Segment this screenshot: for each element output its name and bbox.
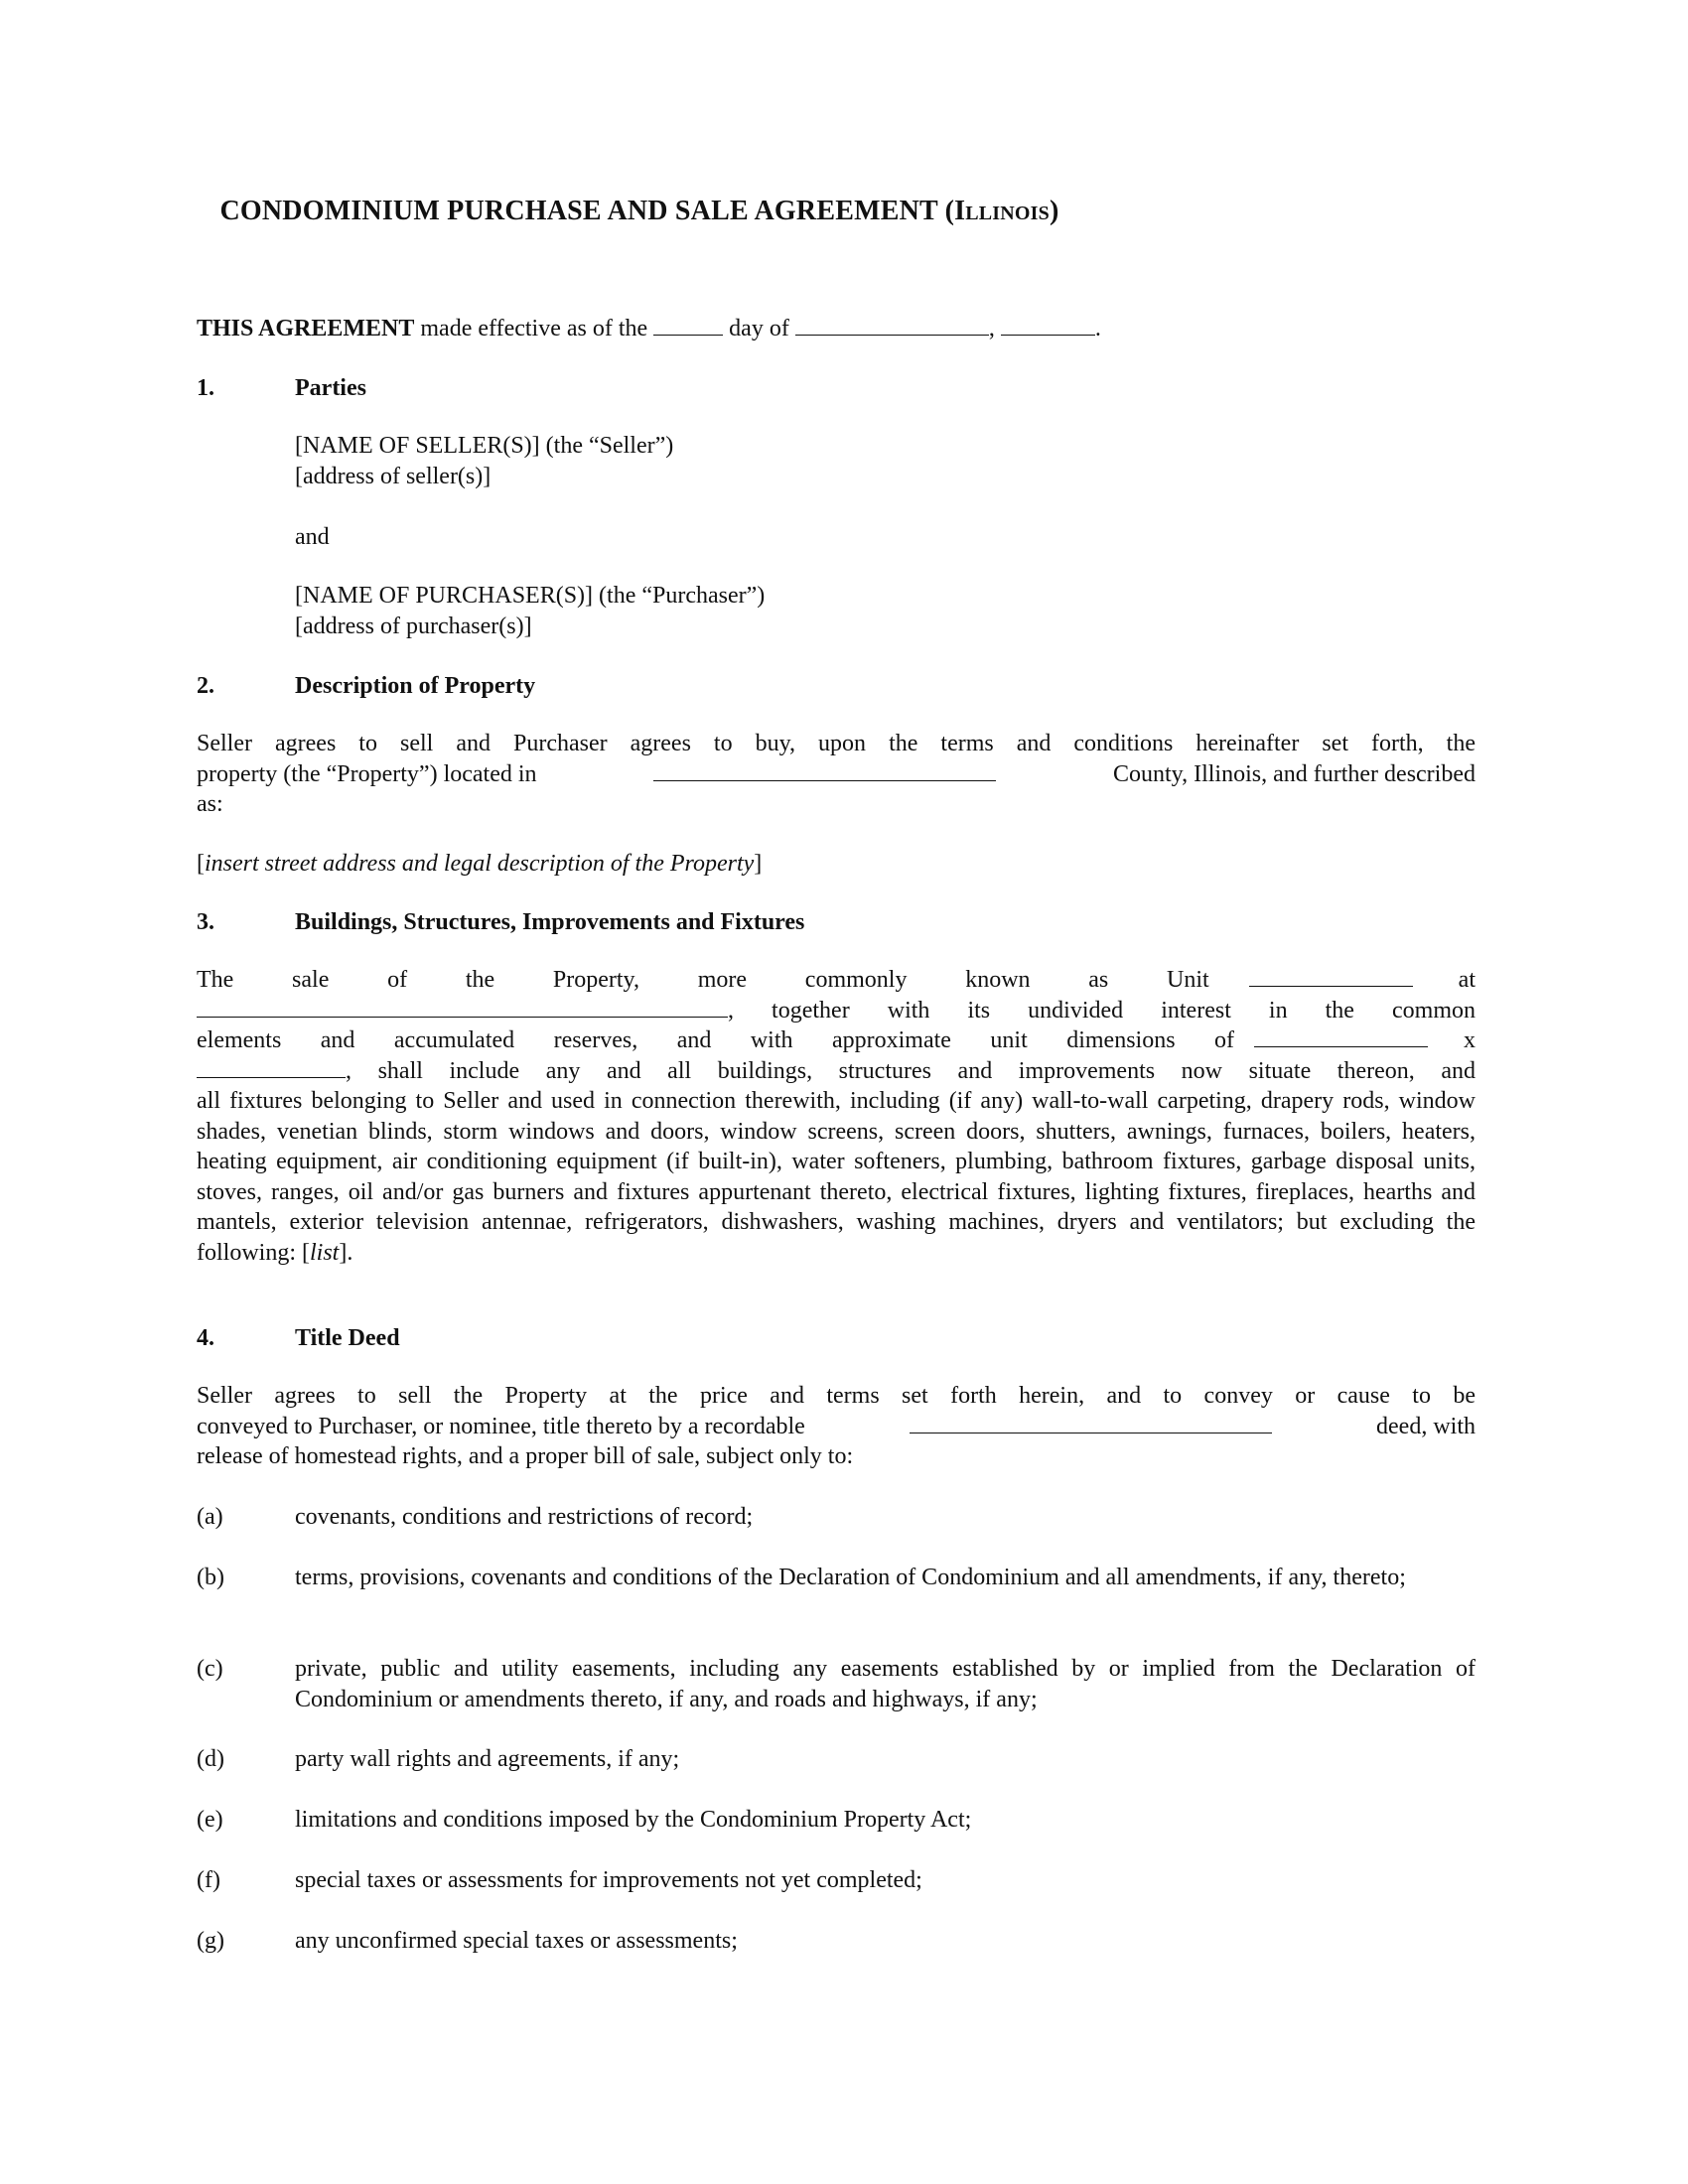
buildings-text: , together with its undivided interest in the common [728, 997, 1476, 1024]
list-item [197, 1563, 1476, 1593]
buildings-line [197, 965, 1476, 996]
list-item-label: (c) [197, 1656, 223, 1682]
list-item-label: (e) [197, 1807, 223, 1833]
document-title-state: (Illinois) [944, 196, 1059, 226]
property-insert-text: insert street address and legal description of the Property [205, 851, 755, 877]
list-item-text: special taxes or assessments for improvements not yet completed; [295, 1867, 922, 1893]
unit-blank[interactable] [1249, 966, 1413, 987]
address-blank[interactable] [197, 997, 728, 1018]
list-item [197, 1805, 1476, 1836]
property-text: property (the “Property”) located in [197, 760, 537, 787]
bracket: ] [754, 851, 763, 877]
section-heading [197, 907, 804, 937]
title-deed-line: release of homestead rights, and a proper bill of sale, subject only to: [197, 1443, 854, 1469]
parties-and: and [295, 524, 330, 550]
title-deed-text: deed, with [1376, 1413, 1476, 1439]
purchaser-block [295, 581, 765, 641]
list-item [197, 1654, 1476, 1714]
intro-bold: THIS AGREEMENT [197, 316, 415, 341]
section-number: 1. [197, 375, 214, 401]
section-title: Description of Property [295, 673, 536, 699]
buildings-text: , shall include any and all buildings, structures and improvements now situate thereon, and [346, 1057, 1476, 1084]
section-title: Buildings, Structures, Improvements and Fixtures [295, 909, 805, 935]
property-line: as: [197, 791, 223, 817]
bracket: [ [197, 851, 205, 877]
list-item [197, 1744, 1476, 1775]
dimension-blank-2[interactable] [197, 1057, 346, 1078]
section-title: Parties [295, 375, 366, 401]
title-deed-line: Seller agrees to sell the Property at the price and terms set forth herein, and to convey or cause to be [197, 1383, 1476, 1409]
dimension-blank-1[interactable] [1254, 1026, 1428, 1047]
section-number: 3. [197, 909, 214, 935]
section-number: 4. [197, 1325, 214, 1351]
buildings-text: elements and accumulated reserves, and with approximate unit dimensions of [197, 1027, 1234, 1053]
list-item-label: (g) [197, 1928, 224, 1954]
buildings-paragraph [197, 965, 1476, 1268]
list-item [197, 1865, 1476, 1896]
county-blank[interactable] [653, 760, 996, 781]
intro-text: , [988, 316, 1001, 341]
property-paragraph [197, 729, 1476, 820]
list-item-label: (f) [197, 1867, 220, 1893]
month-blank[interactable] [795, 315, 989, 336]
seller-address: [address of seller(s)] [295, 463, 492, 489]
list-item-text: any unconfirmed special taxes or assessments; [295, 1928, 738, 1954]
list-placeholder: list [310, 1239, 340, 1266]
property-insert [197, 849, 1476, 880]
section-number: 2. [197, 673, 214, 699]
property-line: Seller agrees to sell and Purchaser agrees to buy, upon the terms and conditions hereinafter set forth, the [197, 731, 1476, 756]
list-item [197, 1926, 1476, 1957]
list-item-label: (a) [197, 1504, 223, 1530]
section-heading [197, 373, 366, 403]
buildings-text: The sale of the Property, more commonly known as Unit [197, 967, 1209, 993]
list-item-text: party wall rights and agreements, if any; [295, 1746, 680, 1772]
list-item-text: private, public and utility easements, including any easements established by or implied from the Declaration of Condominium or amendments thereto, if any, and roads and highways, if any; [295, 1656, 1476, 1712]
seller-block [295, 431, 673, 491]
title-deed-text: conveyed to Purchaser, or nominee, title thereto by a recordable [197, 1413, 805, 1439]
buildings-line [197, 1025, 1476, 1056]
list-item-text: covenants, conditions and restrictions of record; [295, 1504, 754, 1530]
intro-text: day of [723, 316, 795, 341]
buildings-text: x [1464, 1027, 1476, 1053]
buildings-line [197, 996, 1476, 1026]
intro-paragraph [197, 314, 1476, 344]
intro-text: . [1094, 316, 1101, 341]
section-heading [197, 1323, 400, 1353]
buildings-text: at [1458, 967, 1476, 993]
purchaser-name: [NAME OF PURCHASER(S)] (the “Purchaser”) [295, 583, 766, 609]
year-blank[interactable] [1001, 315, 1095, 336]
deed-type-blank[interactable] [910, 1413, 1272, 1433]
buildings-line [197, 1056, 1476, 1087]
buildings-text: ]. [339, 1239, 353, 1266]
day-blank[interactable] [653, 315, 723, 336]
buildings-fixtures-text [197, 1086, 1476, 1268]
title-deed-paragraph [197, 1381, 1476, 1472]
seller-name: [NAME OF SELLER(S)] (the “Seller”) [295, 433, 674, 459]
property-line [197, 759, 1476, 790]
section-title: Title Deed [295, 1325, 400, 1351]
property-text: County, Illinois, and further described [1112, 760, 1476, 787]
list-item-label: (b) [197, 1565, 224, 1590]
document-title-main: CONDOMINIUM PURCHASE AND SALE AGREEMENT [219, 196, 938, 226]
list-item-text: limitations and conditions imposed by the Condominium Property Act; [295, 1807, 972, 1833]
title-deed-line [197, 1412, 1476, 1442]
document-title [0, 196, 1279, 227]
list-item [197, 1502, 1476, 1533]
list-item-label: (d) [197, 1746, 224, 1772]
section-heading [197, 671, 535, 701]
list-item-text: terms, provisions, covenants and conditions of the Declaration of Condominium and all amendments, if any, thereto; [295, 1565, 1406, 1590]
intro-text: made effective as of the [414, 316, 654, 341]
purchaser-address: [address of purchaser(s)] [295, 613, 532, 639]
buildings-text: all fixtures belonging to Seller and used in connection therewith, including (if any) wall-to-wall carpeting, drapery rods, window shades, venetian blinds, storm windows and doors, window screens, screen doors, shutters, awnings, furnaces, boilers, heaters, heating equipment, air conditioning equipment (if built-in), water softeners, plumbing, bathroom fixtures, garbage disposal units, stoves, ranges, oil and/or gas burners and fixtures appurtenant thereto, electrical fixtures, lighting fixtures, fireplaces, hearths and mantels, exterior television antennae, refrigerators, dishwashers, washing machines, dryers and ventilators; but excluding the following: [ [197, 1088, 1476, 1266]
